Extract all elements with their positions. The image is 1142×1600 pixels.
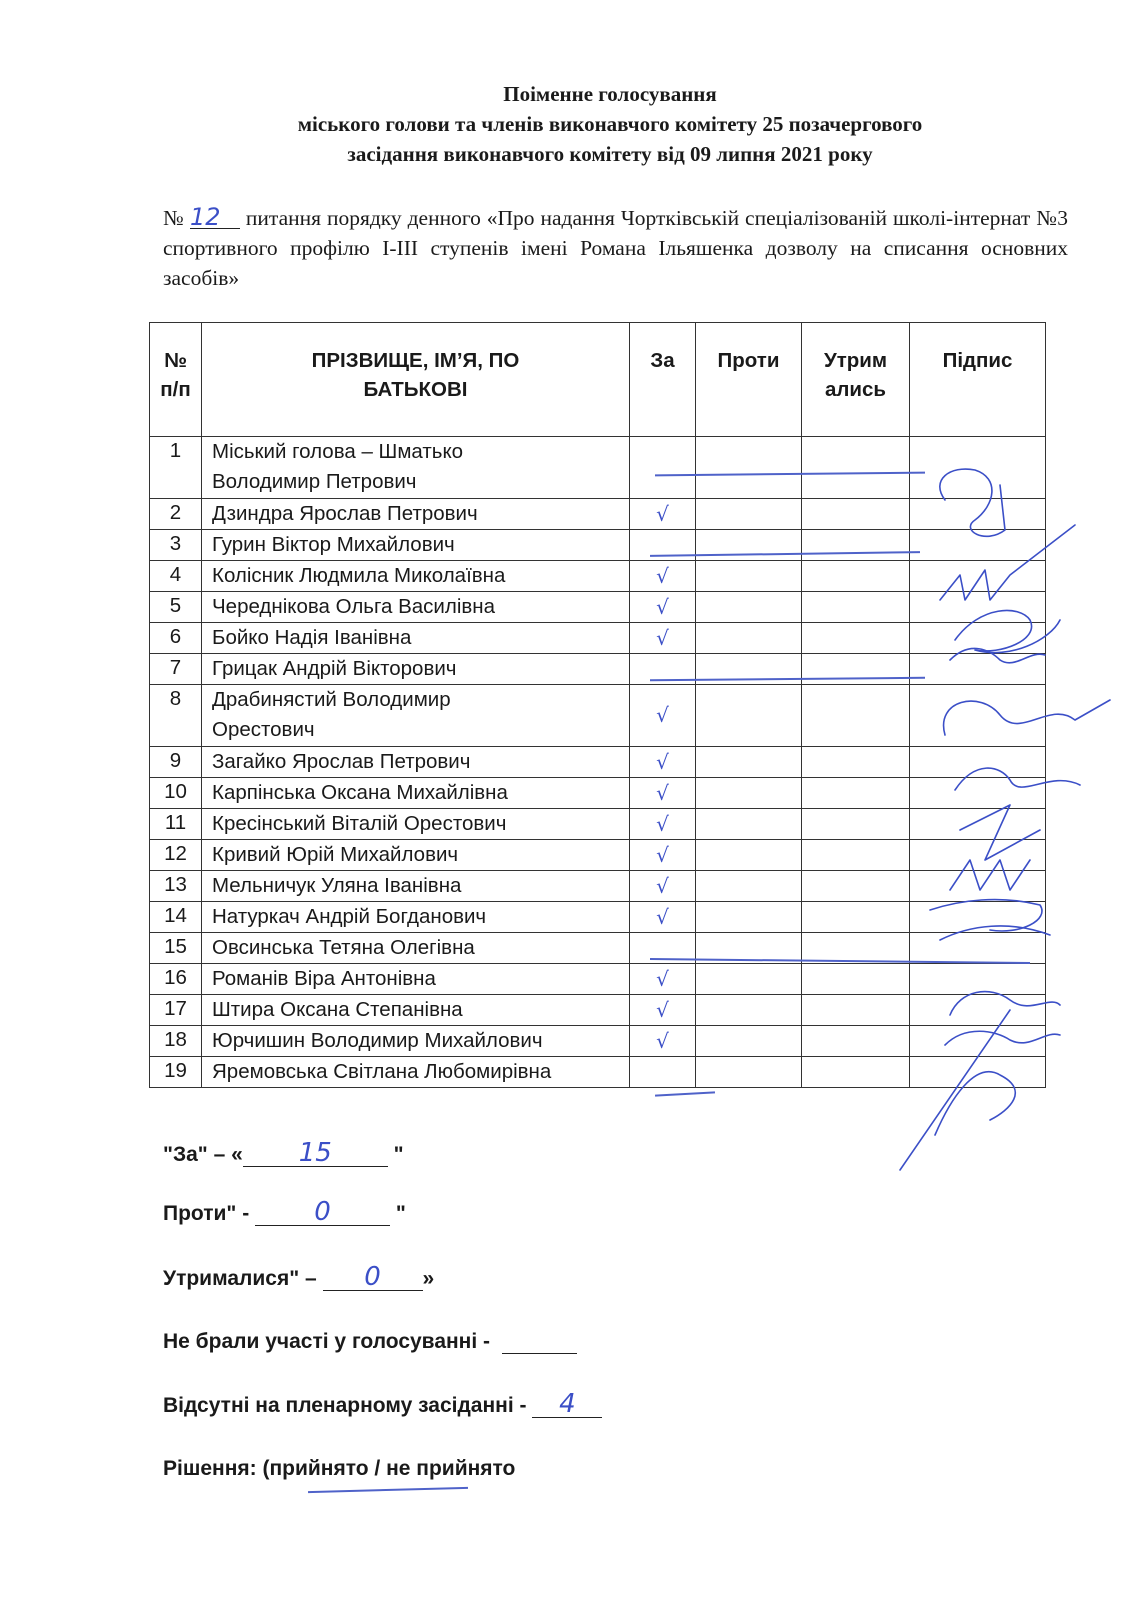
vote-mark: √: [656, 904, 669, 929]
vote-for-cell: [630, 902, 696, 933]
vote-abstain-cell: [802, 840, 910, 871]
vote-for-cell: [630, 1026, 696, 1057]
header-abstained: Утрим ались: [802, 323, 910, 437]
vote-for-cell: [630, 871, 696, 902]
vote-abstain-cell: [802, 654, 910, 685]
signature-cell: [910, 561, 1046, 592]
vote-against-cell: [696, 747, 802, 778]
summary-not-voting: [163, 1330, 577, 1354]
vote-mark: √: [656, 873, 669, 898]
signature-cell: [910, 964, 1046, 995]
summary-against-end: ": [390, 1202, 406, 1225]
vote-against-cell: [696, 530, 802, 561]
vote-against-cell: [696, 592, 802, 623]
summary-not-voting-blank: [502, 1331, 577, 1354]
summary-absent-label: Відсутні на пленарному засіданні -: [163, 1394, 533, 1417]
row-number: 9: [150, 747, 202, 778]
member-name: Юрчишин Володимир Михайлович: [202, 1026, 630, 1057]
member-name: Драбинястий Володимир Орестович: [202, 685, 630, 747]
member-name: Романів Віра Антонівна: [202, 964, 630, 995]
row-number: 19: [150, 1057, 202, 1088]
table-row: [150, 933, 1046, 964]
header-number: № п/п: [150, 323, 202, 437]
vote-abstain-cell: [802, 809, 910, 840]
vote-against-cell: [696, 995, 802, 1026]
row-number: 8: [150, 685, 202, 747]
doc-session-date: засідання виконавчого комітету від 09 липня 2021 року: [347, 142, 873, 166]
vote-table: [149, 322, 1046, 1088]
table-row: [150, 530, 1046, 561]
vote-abstain-cell: [802, 437, 910, 499]
vote-against-cell: [696, 623, 802, 654]
vote-abstain-cell: [802, 623, 910, 654]
vote-for-cell: [630, 809, 696, 840]
agenda-number: 12: [190, 206, 240, 229]
row-number: 5: [150, 592, 202, 623]
vote-against-cell: [696, 871, 802, 902]
vote-mark: √: [656, 749, 669, 774]
vote-for-cell: [630, 1057, 696, 1088]
signature-cell: [910, 499, 1046, 530]
signature-cell: [910, 871, 1046, 902]
vote-for-cell: [630, 964, 696, 995]
row-number: 15: [150, 933, 202, 964]
table-row: [150, 871, 1046, 902]
signature-cell: [910, 902, 1046, 933]
row-number: 2: [150, 499, 202, 530]
vote-abstain-cell: [802, 1057, 910, 1088]
summary-for: [163, 1138, 404, 1168]
signature-cell: [910, 840, 1046, 871]
table-row: [150, 623, 1046, 654]
doc-title: Поіменне голосування: [503, 82, 717, 106]
signature-cell: [910, 1057, 1046, 1088]
vote-for-cell: [630, 747, 696, 778]
summary-against-label: Проти" -: [163, 1202, 256, 1225]
row-number: 11: [150, 809, 202, 840]
member-name: Карпінська Оксана Михайлівна: [202, 778, 630, 809]
vote-for-cell: [630, 561, 696, 592]
signature-cell: [910, 1026, 1046, 1057]
table-row: [150, 592, 1046, 623]
vote-abstain-cell: [802, 530, 910, 561]
member-name: Кресінський Віталій Орестович: [202, 809, 630, 840]
vote-mark: √: [656, 997, 669, 1022]
vote-against-cell: [696, 964, 802, 995]
table-row: [150, 437, 1046, 499]
decision-underline: [308, 1487, 468, 1493]
vote-mark: √: [656, 842, 669, 867]
row-number: 18: [150, 1026, 202, 1057]
signature-cell: [910, 747, 1046, 778]
doc-subtitle: міського голови та членів виконавчого комітету 25 позачергового: [297, 112, 923, 136]
summary-abstained-value: 0: [364, 1262, 381, 1292]
vote-against-cell: [696, 1026, 802, 1057]
summary-absent: [163, 1389, 602, 1419]
table-row: [150, 685, 1046, 747]
member-name: Кривий Юрій Михайлович: [202, 840, 630, 871]
member-name: Мельничук Уляна Іванівна: [202, 871, 630, 902]
vote-abstain-cell: [802, 499, 910, 530]
header-for: За: [630, 323, 696, 437]
row-number: 6: [150, 623, 202, 654]
vote-abstain-cell: [802, 778, 910, 809]
vote-against-cell: [696, 499, 802, 530]
vote-for-cell: [630, 840, 696, 871]
member-name: Гурин Віктор Михайлович: [202, 530, 630, 561]
vote-abstain-cell: [802, 902, 910, 933]
table-row: [150, 561, 1046, 592]
member-name: Яремовська Світлана Любомирівна: [202, 1057, 630, 1088]
vote-for-cell: [630, 778, 696, 809]
member-name: Бойко Надія Іванівна: [202, 623, 630, 654]
vote-for-cell: [630, 995, 696, 1026]
vote-against-cell: [696, 778, 802, 809]
vote-for-cell: [630, 592, 696, 623]
summary-abstained-label: Утрималися" –: [163, 1267, 323, 1290]
row-number: 10: [150, 778, 202, 809]
signature-cell: [910, 778, 1046, 809]
signature-cell: [910, 654, 1046, 685]
vote-against-cell: [696, 561, 802, 592]
row-number: 14: [150, 902, 202, 933]
vote-abstain-cell: [802, 685, 910, 747]
vote-mark: √: [656, 1028, 669, 1053]
row-number: 4: [150, 561, 202, 592]
row-number: 16: [150, 964, 202, 995]
member-name: Дзиндра Ярослав Петрович: [202, 499, 630, 530]
vote-against-cell: [696, 437, 802, 499]
summary-abstained-end: »: [422, 1267, 435, 1290]
summary-for-label: "За" – «: [163, 1143, 243, 1166]
vote-mark: √: [656, 625, 669, 650]
signature-cell: [910, 623, 1046, 654]
member-name: Овсинська Тетяна Олегівна: [202, 933, 630, 964]
member-name: Міський голова – Шматько Володимир Петрович: [202, 437, 630, 499]
member-name: Загайко Ярослав Петрович: [202, 747, 630, 778]
summary-against-value: 0: [314, 1197, 331, 1227]
vote-abstain-cell: [802, 747, 910, 778]
summary-for-end: ": [387, 1143, 404, 1166]
signature-cell: [910, 809, 1046, 840]
table-row: [150, 902, 1046, 933]
table-row: [150, 964, 1046, 995]
vote-against-cell: [696, 902, 802, 933]
vote-mark: √: [656, 501, 669, 526]
table-row: [150, 809, 1046, 840]
vote-abstain-cell: [802, 1026, 910, 1057]
signature-cell: [910, 933, 1046, 964]
table-row: [150, 499, 1046, 530]
vote-abstain-cell: [802, 964, 910, 995]
summary-for-value: 15: [298, 1138, 332, 1168]
summary-absent-value: 4: [559, 1389, 576, 1419]
signature-cell: [910, 592, 1046, 623]
summary-against: [163, 1197, 406, 1227]
signature-cell: [910, 685, 1046, 747]
row-number: 17: [150, 995, 202, 1026]
header-against: Проти: [696, 323, 802, 437]
vote-mark: √: [656, 563, 669, 588]
vote-mark: √: [656, 811, 669, 836]
signature-cell: [910, 437, 1046, 499]
header-name: ПРІЗВИЩЕ, ІМ’Я, ПО БАТЬКОВІ: [202, 323, 630, 437]
vote-mark: √: [656, 703, 669, 727]
row-number: 7: [150, 654, 202, 685]
signature-cell: [910, 530, 1046, 561]
vote-abstain-cell: [802, 871, 910, 902]
summary-abstained: [163, 1262, 435, 1292]
absent-strike-line: [655, 1091, 715, 1096]
vote-mark: √: [656, 594, 669, 619]
summary-not-voting-label: Не брали участі у голосуванні -: [163, 1330, 496, 1353]
vote-abstain-cell: [802, 592, 910, 623]
vote-mark: √: [656, 780, 669, 805]
table-row: [150, 778, 1046, 809]
row-number: 1: [150, 437, 202, 499]
table-row: [150, 995, 1046, 1026]
vote-against-cell: [696, 1057, 802, 1088]
table-row: [150, 1057, 1046, 1088]
table-row: [150, 747, 1046, 778]
signature-cell: [910, 995, 1046, 1026]
header-signature: Підпис: [910, 323, 1046, 437]
vote-abstain-cell: [802, 995, 910, 1026]
vote-for-cell: [630, 623, 696, 654]
agenda-prefix: №: [163, 206, 185, 230]
summary-decision-label: Рішення: (прийнято / не прийнято: [163, 1457, 516, 1480]
row-number: 13: [150, 871, 202, 902]
member-name: Череднікова Ольга Василівна: [202, 592, 630, 623]
vote-for-cell: [630, 437, 696, 499]
member-name: Штира Оксана Степанівна: [202, 995, 630, 1026]
table-row: [150, 1026, 1046, 1057]
table-header-row: [150, 323, 1046, 437]
summary-decision: [163, 1457, 515, 1481]
table-row: [150, 840, 1046, 871]
member-name: Грицак Андрій Вікторович: [202, 654, 630, 685]
agenda-text: питання порядку денного «Про надання Чортківській спеціалізованій школі-інтернат №3 спортивного профілю І-ІІІ ступенів імені Романа Ільяшенка дозволу на списання основних засобів»: [163, 206, 1069, 290]
table-row: [150, 654, 1046, 685]
agenda-item: [163, 203, 1068, 293]
vote-against-cell: [696, 840, 802, 871]
vote-for-cell: [630, 499, 696, 530]
vote-abstain-cell: [802, 561, 910, 592]
member-name: Колісник Людмила Миколаївна: [202, 561, 630, 592]
row-number: 3: [150, 530, 202, 561]
vote-against-cell: [696, 685, 802, 747]
vote-against-cell: [696, 809, 802, 840]
vote-mark: √: [656, 966, 669, 991]
row-number: 12: [150, 840, 202, 871]
vote-for-cell: [630, 685, 696, 747]
member-name: Натуркач Андрій Богданович: [202, 902, 630, 933]
